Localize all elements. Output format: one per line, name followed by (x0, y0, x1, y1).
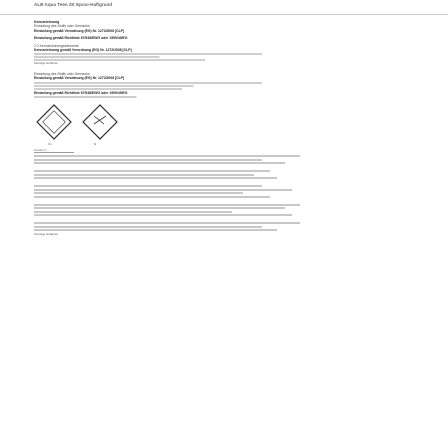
text-line: Einstufung gemäß Verordnung (EG) Nr. 1272/2008 [CLP] (34, 76, 125, 81)
symbol-label: Xn (48, 142, 52, 147)
text-placeholder (34, 85, 300, 87)
symbol-label: N (94, 142, 97, 147)
section-hazard-identification (34, 20, 414, 66)
section-heading: Kennzeichnung (34, 20, 60, 24)
text-line: 2.2 Kennzeichnungselemente (34, 43, 79, 48)
text-line: Einstufung gemäß Richtlinie 67/548/EWG oder 1999/45/EG (34, 36, 128, 41)
hazard-statements (34, 155, 414, 231)
text-line: Kennzeichnung gemäß Verordnung (EG) Nr. 1272/2008 [CLP] (34, 48, 132, 53)
text-line: Einstufung des Stoffs oder Gemischs (34, 72, 90, 77)
page-header (0, 0, 448, 15)
text-placeholder (34, 59, 319, 61)
text-line: Sonstige Gefahren (34, 62, 59, 66)
hazard-symbols (34, 102, 414, 142)
text-placeholder (34, 56, 243, 58)
text-line: Einstufung gemäß Verordnung (EG) Nr. 1272/2008 [CLP] (34, 28, 125, 33)
hazard-symbol-labels (34, 142, 414, 148)
exclamation-diamond-icon (34, 102, 74, 142)
text-placeholder (34, 96, 205, 98)
text-placeholder (34, 82, 414, 84)
document-body (34, 20, 414, 236)
section-heading: Gefahren (34, 148, 74, 153)
text-line: Einstufung gemäß Richtlinie 67/548/EWG oder 1999/45/EG (34, 90, 128, 95)
text-placeholder (34, 53, 414, 55)
text-line: Einstufung des Stoffs oder Gemischs (34, 24, 90, 29)
section-classification (34, 72, 414, 98)
text-line: Sonstige Gefahren (34, 232, 59, 236)
text-placeholder (34, 88, 281, 90)
environment-diamond-icon (80, 102, 120, 142)
document-title: ALB Aqua Teen 2K Epoxi-Haftgrund (34, 2, 113, 7)
